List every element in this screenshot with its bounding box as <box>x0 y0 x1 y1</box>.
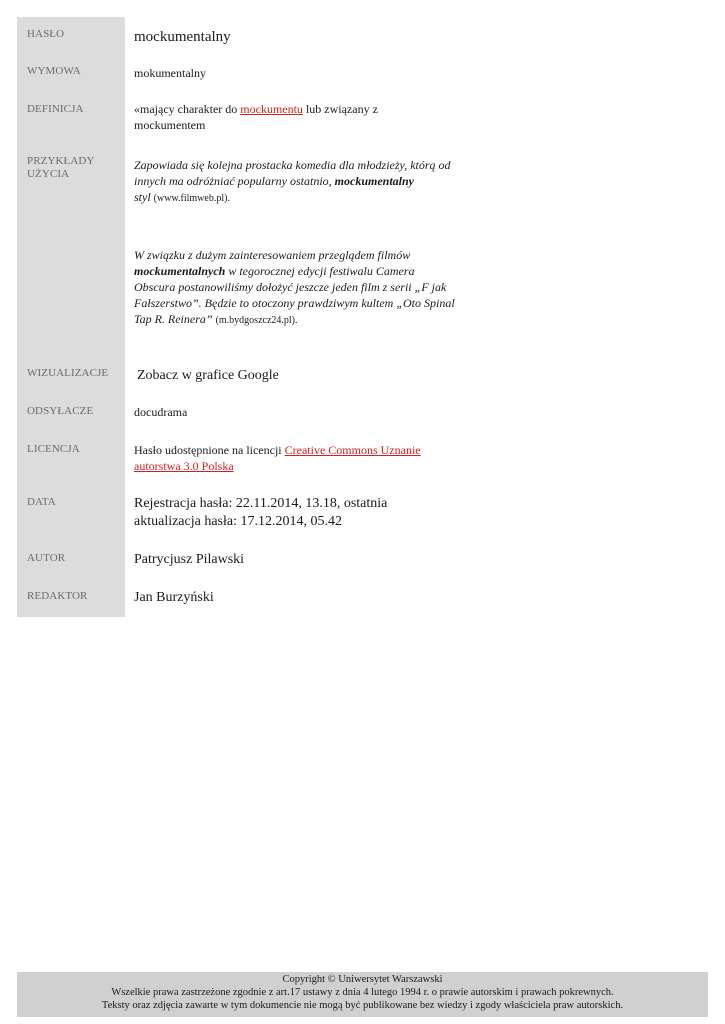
reference-link[interactable]: docudrama <box>134 405 188 419</box>
rights-line: Wszelkie prawa zastrzeżone zgodnie z art.17 ustawy z dnia 4 lutego 1994 r. o prawie autorskim i prawach pokrewnych. <box>111 987 614 998</box>
license <box>134 442 421 474</box>
license-text: Hasło udostępnione na licencji <box>134 443 285 457</box>
author: Patrycjusz Pilawski <box>134 552 245 567</box>
references-label: ODSYŁACZE <box>27 405 94 417</box>
definition <box>134 101 378 133</box>
definition-link[interactable]: mockumentu <box>240 102 303 116</box>
visualizations-label: WIZUALIZACJE <box>27 367 109 379</box>
definition-label: DEFINICJA <box>27 103 84 115</box>
example-2 <box>134 247 455 329</box>
example-2-line2: w tegorocznej edycji festiwalu Camera <box>225 264 415 278</box>
pronunciation: mokumentalny <box>134 66 206 80</box>
example-1-source-end: . <box>227 193 230 204</box>
license-link-line2[interactable]: autorstwa 3.0 Polska <box>134 459 234 473</box>
editor-label: REDAKTOR <box>27 590 88 602</box>
definition-text-line2: mockumentem <box>134 118 206 132</box>
example-2-line3: Obscura postanowiliśmy dołożyć jeszcze jeden film z serii „F jak <box>134 280 447 294</box>
example-2-line4: Fałszerstwo”. Będzie to otoczony prawdziwym kultem „Oto Spinal <box>134 296 455 310</box>
definition-text-cont: lub związany z <box>302 102 378 116</box>
example-1 <box>134 157 451 207</box>
example-1-line3: styl <box>134 190 154 204</box>
date-label: DATA <box>27 496 56 508</box>
examples-label-line2: UŻYCIA <box>27 168 70 180</box>
publication-notice: Teksty oraz zdjęcia zawarte w tym dokumencie nie mogą być publikowane bez wiedzy i zgody właściciela praw autorskich. <box>101 1000 624 1011</box>
example-1-source: (www.filmweb.pl) <box>153 193 228 204</box>
dates <box>134 495 387 531</box>
example-1-line2: innych ma odróżniać popularny ostatnio, <box>134 174 335 188</box>
example-2-line1: W związku z dużym zainteresowaniem przeglądem filmów <box>134 248 411 262</box>
license-label: LICENCJA <box>27 443 80 455</box>
example-2-line5: Tap R. Reinera” <box>134 312 216 326</box>
author-label: AUTOR <box>27 552 66 564</box>
example-2-source: (m.bydgoszcz24.pl) <box>215 315 295 326</box>
examples-label-line1: PRZYKŁADY <box>27 155 95 167</box>
pronunciation-label: WYMOWA <box>27 65 81 77</box>
google-images-link[interactable]: Zobacz w grafice Google <box>137 368 279 383</box>
headword: mockumentalny <box>134 29 231 45</box>
examples-label <box>27 155 95 181</box>
registration-date: Rejestracja hasła: 22.11.2014, 13.18, ostatnia <box>134 496 388 511</box>
copyright-footer <box>17 972 708 1017</box>
copyright-line: Copyright © Uniwersytet Warszawski <box>282 974 443 985</box>
editor: Jan Burzyński <box>134 590 214 605</box>
example-2-headword: mockumentalnych <box>134 264 226 278</box>
headword-label: HASŁO <box>27 28 65 40</box>
license-link[interactable]: Creative Commons Uznanie <box>284 443 421 457</box>
example-1-headword: mockumentalny <box>334 174 414 188</box>
example-2-source-end: . <box>295 315 298 326</box>
update-date: aktualizacja hasła: 17.12.2014, 05.42 <box>134 514 342 529</box>
example-1-line1: Zapowiada się kolejna prostacka komedia dla młodzieży, którą od <box>134 158 451 172</box>
definition-text: «mający charakter do <box>134 102 241 116</box>
